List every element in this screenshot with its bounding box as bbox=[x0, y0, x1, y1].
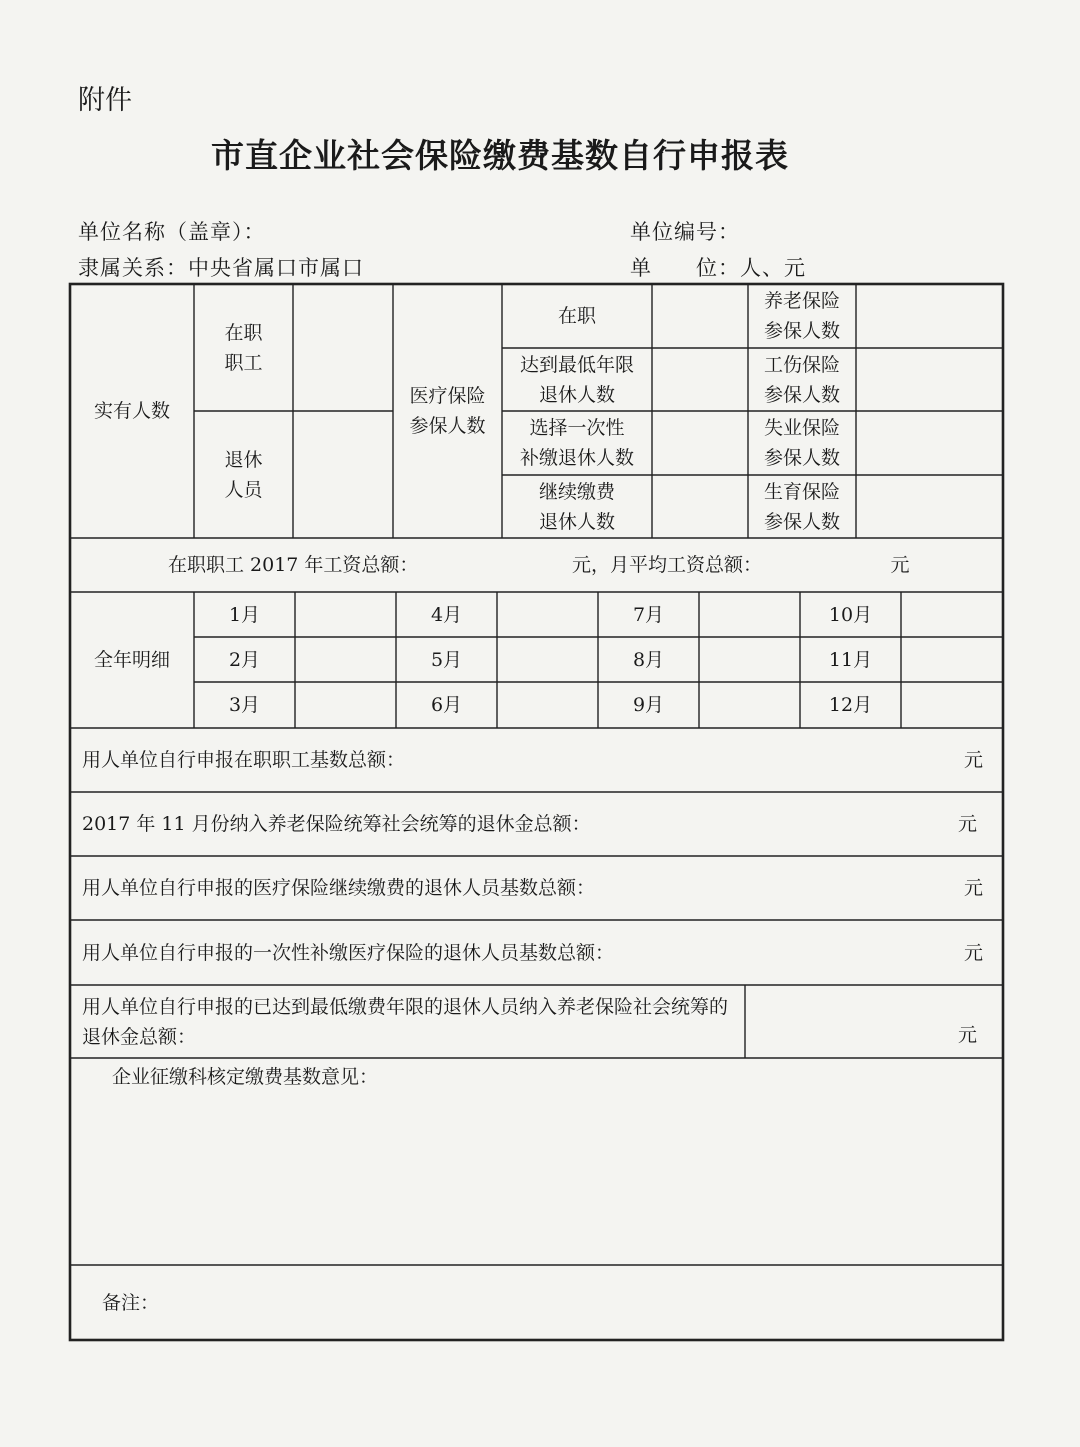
month-label: 8月 bbox=[632, 648, 665, 671]
medical-insured-label: 医疗保险 参保人数 bbox=[409, 385, 486, 437]
retired-label: 退休 人员 bbox=[224, 448, 263, 501]
declaration-unit: 元 bbox=[963, 749, 983, 771]
salary-unit: 元 bbox=[890, 554, 910, 576]
declaration-label: 用人单位自行申报的医疗保险继续缴费的退休人员基数总额： bbox=[82, 877, 596, 899]
measure-unit-label: 单 位：人、元 bbox=[630, 256, 806, 280]
month-label: 7月 bbox=[632, 603, 665, 626]
review-opinion-label: 企业征缴科核定缴费基数意见： bbox=[112, 1066, 379, 1088]
month-label: 11月 bbox=[828, 648, 873, 671]
month-label: 10月 bbox=[828, 603, 873, 626]
declaration-label: 用人单位自行申报在职职工基数总额： bbox=[82, 749, 406, 771]
month-label: 9月 bbox=[632, 694, 665, 716]
pension-insured-label: 养老保险 参保人数 bbox=[763, 290, 840, 342]
month-label: 3月 bbox=[228, 694, 261, 716]
maternity-insured-label: 生育保险 参保人数 bbox=[763, 480, 840, 533]
affiliation-label: 隶属关系：中央省属口市属口 bbox=[78, 256, 364, 280]
month-label: 12月 bbox=[828, 694, 873, 716]
declaration-unit: 元 bbox=[957, 813, 977, 835]
in-service-count-field[interactable] bbox=[293, 284, 393, 411]
attachment-label: 附件 bbox=[78, 85, 132, 116]
month-label: 6月 bbox=[430, 694, 463, 716]
injury-insured-label: 工伤保险 参保人数 bbox=[763, 353, 840, 406]
declaration-unit: 元 bbox=[957, 1024, 977, 1046]
medical-row-min-years: 达到最低年限 退休人数 bbox=[519, 353, 634, 406]
remarks-label: 备注： bbox=[102, 1292, 160, 1314]
month-label: 4月 bbox=[430, 603, 463, 626]
unit-code-label: 单位编号： bbox=[630, 220, 740, 244]
declaration-label: 用人单位自行申报的已达到最低缴费年限的退休人员纳入养老保险社会统筹的退休金总额： bbox=[82, 995, 729, 1048]
medical-row-in-service: 在职 bbox=[557, 305, 596, 327]
month-label: 2月 bbox=[228, 648, 261, 671]
unemployment-insured-label: 失业保险 参保人数 bbox=[763, 417, 840, 469]
retired-count-field[interactable] bbox=[293, 411, 393, 538]
form-title: 市直企业社会保险缴费基数自行申报表 bbox=[211, 136, 789, 175]
medical-row-continuing: 继续缴费 退休人数 bbox=[538, 480, 615, 533]
salary-average-label: 元，月平均工资总额： bbox=[572, 554, 763, 576]
review-opinion-area[interactable] bbox=[72, 1095, 1001, 1263]
declaration-unit: 元 bbox=[963, 941, 983, 964]
declaration-unit: 元 bbox=[963, 877, 983, 899]
remarks-area[interactable] bbox=[160, 1268, 1000, 1338]
unit-name-label: 单位名称（盖章）： bbox=[78, 220, 266, 244]
medical-row-lump-sum: 选择一次性 补缴退休人数 bbox=[519, 417, 634, 469]
monthly-section-label: 全年明细 bbox=[93, 649, 170, 671]
month-label: 1月 bbox=[228, 603, 261, 626]
salary-total-label: 在职职工 2017 年工资总额： bbox=[168, 554, 419, 576]
declaration-label: 用人单位自行申报的一次性补缴医疗保险的退休人员基数总额： bbox=[82, 941, 615, 964]
declaration-label: 2017 年 11 月份纳入养老保险统筹社会统筹的退休金总额： bbox=[82, 813, 591, 835]
in-service-label: 在职 职工 bbox=[224, 321, 263, 374]
headcount-section-label: 实有人数 bbox=[93, 400, 170, 422]
month-label: 5月 bbox=[430, 648, 463, 671]
